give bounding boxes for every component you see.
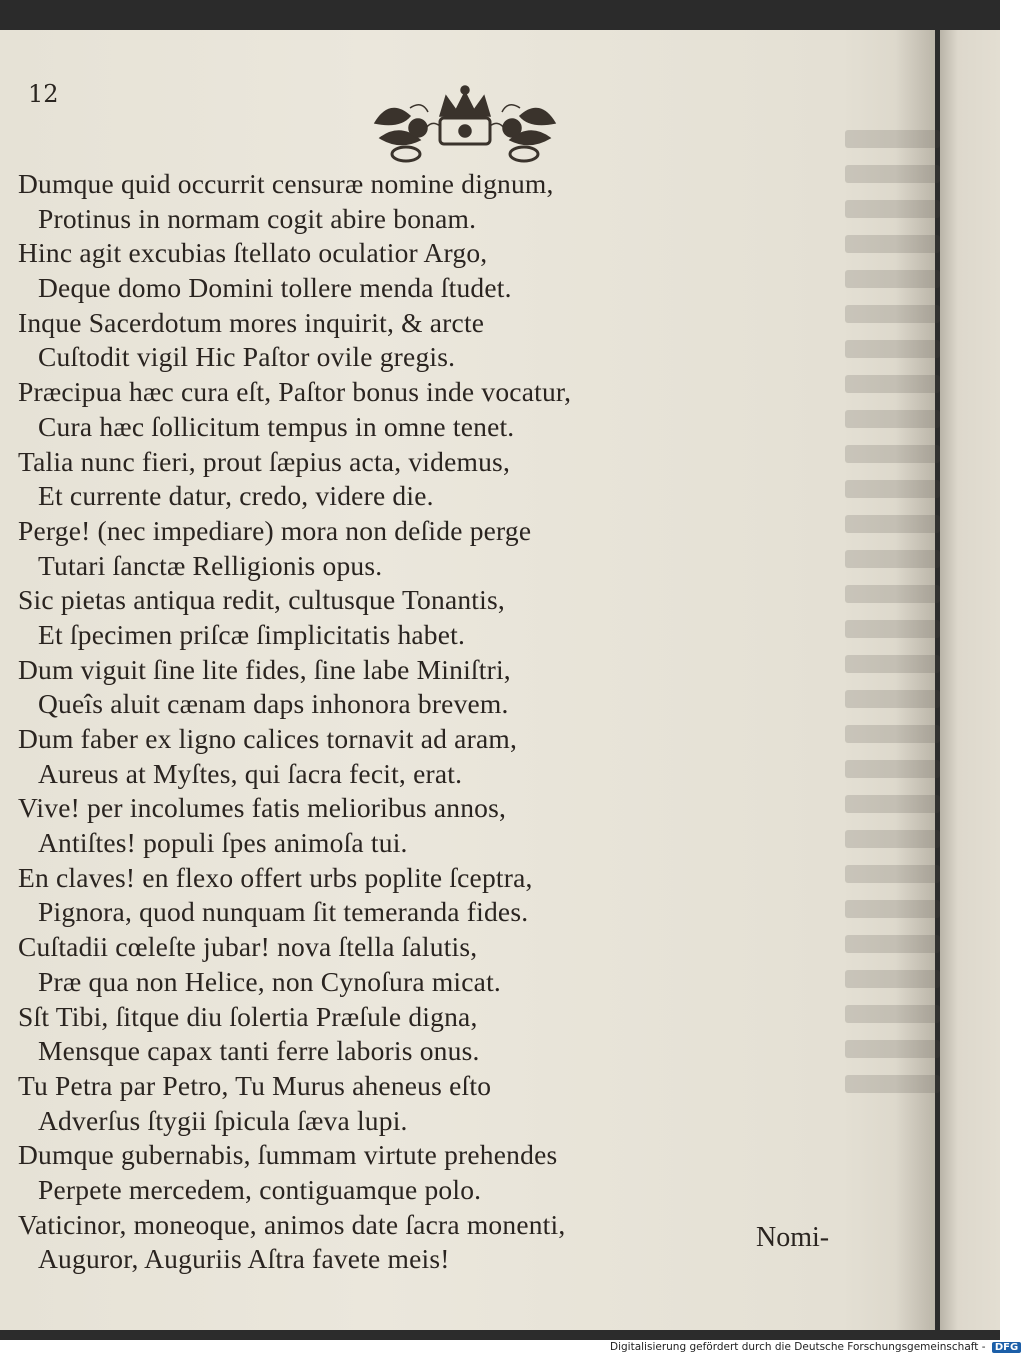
verse-line: Tutari ſanctæ Relligionis opus. [38, 549, 383, 581]
verse-line: Vaticinor, moneoque, animos date ſacra monenti, [18, 1208, 566, 1240]
verse-line: Dum viguit ſine lite fides, ſine labe Miniſtri, [18, 653, 511, 685]
show-through-text [845, 130, 940, 1130]
verse-line: Antiſtes! populi ſpes animoſa tui. [38, 827, 408, 859]
verse-line: Dum faber ex ligno calices tornavit ad aram, [18, 723, 518, 754]
digitization-credit [610, 1341, 1021, 1353]
verse-line: Perpete mercedem, contiguamque polo. [38, 1173, 482, 1205]
verse-line: Pignora, quod nunquam ſit temeranda fides. [38, 896, 529, 928]
catchword: Nomi- [756, 1222, 830, 1253]
verse-line: Præ qua non Helice, non Cynoſura micat. [38, 965, 501, 997]
verse-line: Cuſtadii cœleſte jubar! nova ſtella ſalutis, [18, 931, 478, 963]
verse-line: Mensque capax tanti ferre laboris onus. [38, 1035, 480, 1067]
adjacent-page-edge [940, 30, 1000, 1330]
verse-line: Queîs aluit cænam daps inhonora brevem. [38, 688, 509, 720]
page-number: 12 [28, 80, 59, 108]
verse-line: Perge! (nec impediare) mora non deſide perge [18, 514, 532, 546]
verse-line: Et ſpecimen priſcæ ſimplicitatis habet. [38, 618, 466, 650]
verse-block [18, 167, 798, 1277]
verse-line: Talia nunc fieri, prout ſæpius acta, videmus, [18, 445, 511, 477]
verse-line: Vive! per incolumes fatis melioribus annos, [18, 792, 507, 824]
credit-text: Digitalisierung gefördert durch die Deutsche Forschungsgemeinschaft - [610, 1341, 986, 1353]
verse-line: Inque Sacerdotum mores inquirit, & arcte [18, 306, 485, 338]
book-page [0, 30, 935, 1330]
crown-and-birds-ornament-icon [370, 78, 560, 164]
verse-line: Protinus in normam cogit abire bonam. [38, 202, 477, 234]
verse-line: Adverſus ſtygii ſpicula ſæva lupi. [38, 1104, 408, 1136]
dfg-logo-icon: DFG [992, 1342, 1021, 1353]
verse-line: En claves! en flexo offert urbs poplite ſceptra, [18, 861, 533, 893]
verse-line: Cura hæc ſollicitum tempus in omne tenet. [38, 410, 515, 442]
verse-line: Et currente datur, credo, videre die. [38, 480, 434, 512]
verse-line: Sic pietas antiqua redit, cultusque Tonantis, [18, 584, 505, 616]
verse-line: Dumque gubernabis, ſummam virtute prehendes [18, 1139, 558, 1171]
verse-line: Sſt Tibi, ſitque diu ſolertia Præſule digna, [18, 1000, 478, 1032]
verse-line: Tu Petra par Petro, Tu Murus aheneus eſto [18, 1069, 492, 1101]
verse-line: Deque domo Domini tollere menda ſtudet. [38, 272, 512, 304]
verse-line: Cuſtodit vigil Hic Paſtor ovile gregis. [38, 341, 456, 373]
verse-line: Auguror, Auguriis Aſtra favete meis! [38, 1243, 450, 1275]
verse-line: Præcipua hæc cura eſt, Paſtor bonus inde vocatur, [18, 376, 572, 408]
verse-line: Hinc agit excubias ſtellato oculatior Argo, [18, 237, 488, 269]
top-dark-border [0, 0, 1000, 30]
verse-line: Dumque quid occurrit censuræ nomine dignum, [18, 168, 554, 199]
verse-line: Aureus at Myſtes, qui ſacra fecit, erat. [38, 757, 463, 789]
